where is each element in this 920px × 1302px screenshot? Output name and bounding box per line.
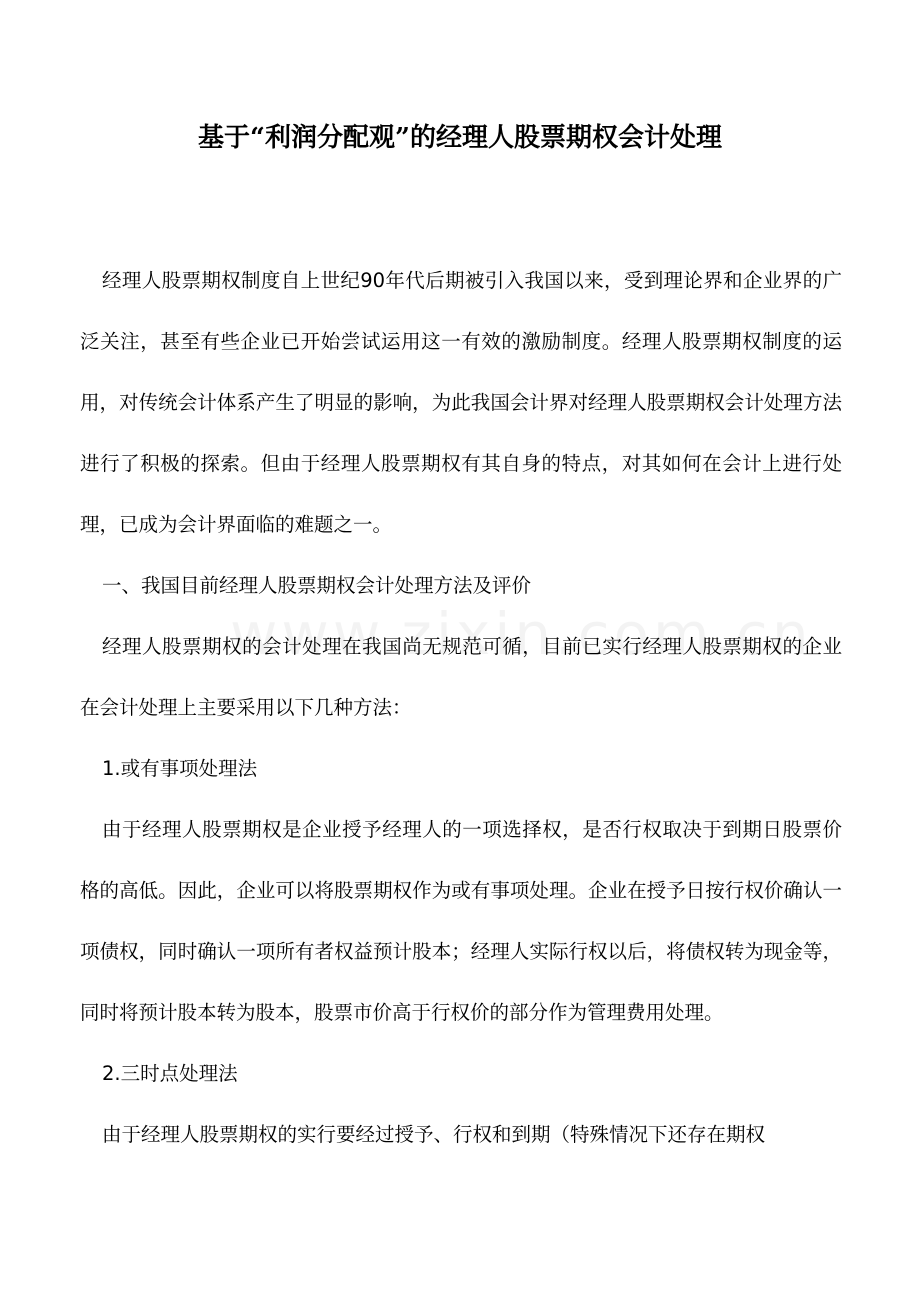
intro-paragraph: 经理人股票期权制度自上世纪90年代后期被引入我国以来，受到理论界和企业界的广泛关注，甚至有些企业已开始尝试运用这一有效的激励制度。经理人股票期权制度的运用，对传统会计体系产生了明显的影响，为此我国会计界对经理人股票期权会计处理方法进行了积极的探索。但由于经理人股票期权有其自身的特点，对其如何在会计上进行处理，已成为会计界面临的难题之一。 xyxy=(80,269,842,536)
document-body xyxy=(80,250,842,1165)
method-2-paragraph: 由于经理人股票期权的实行要经过授予、行权和到期（特殊情况下还存在期权 xyxy=(102,1123,766,1146)
method-1-paragraph: 由于经理人股票期权是企业授予经理人的一项选择权，是否行权取决于到期日股票价格的高低。因此，企业可以将股票期权作为或有事项处理。企业在授予日按行权价确认一项债权，同时确认一项所有者权益预计股本；经理人实际行权以后，将债权转为现金等，同时将预计股本转为股本，股票市价高于行权价的部分作为管理费用处理。 xyxy=(80,818,842,1024)
subheading-method-1: 1.或有事项处理法 xyxy=(102,757,258,780)
section-heading-1: 一、我国目前经理人股票期权会计处理方法及评价 xyxy=(102,574,532,597)
subheading-method-2: 2.三时点处理法 xyxy=(102,1062,238,1085)
document-title: 基于“利润分配观”的经理人股票期权会计处理 xyxy=(198,123,722,153)
section-1-paragraph: 经理人股票期权的会计处理在我国尚无规范可循，目前已实行经理人股票期权的企业在会计处理上主要采用以下几种方法： xyxy=(80,635,842,719)
